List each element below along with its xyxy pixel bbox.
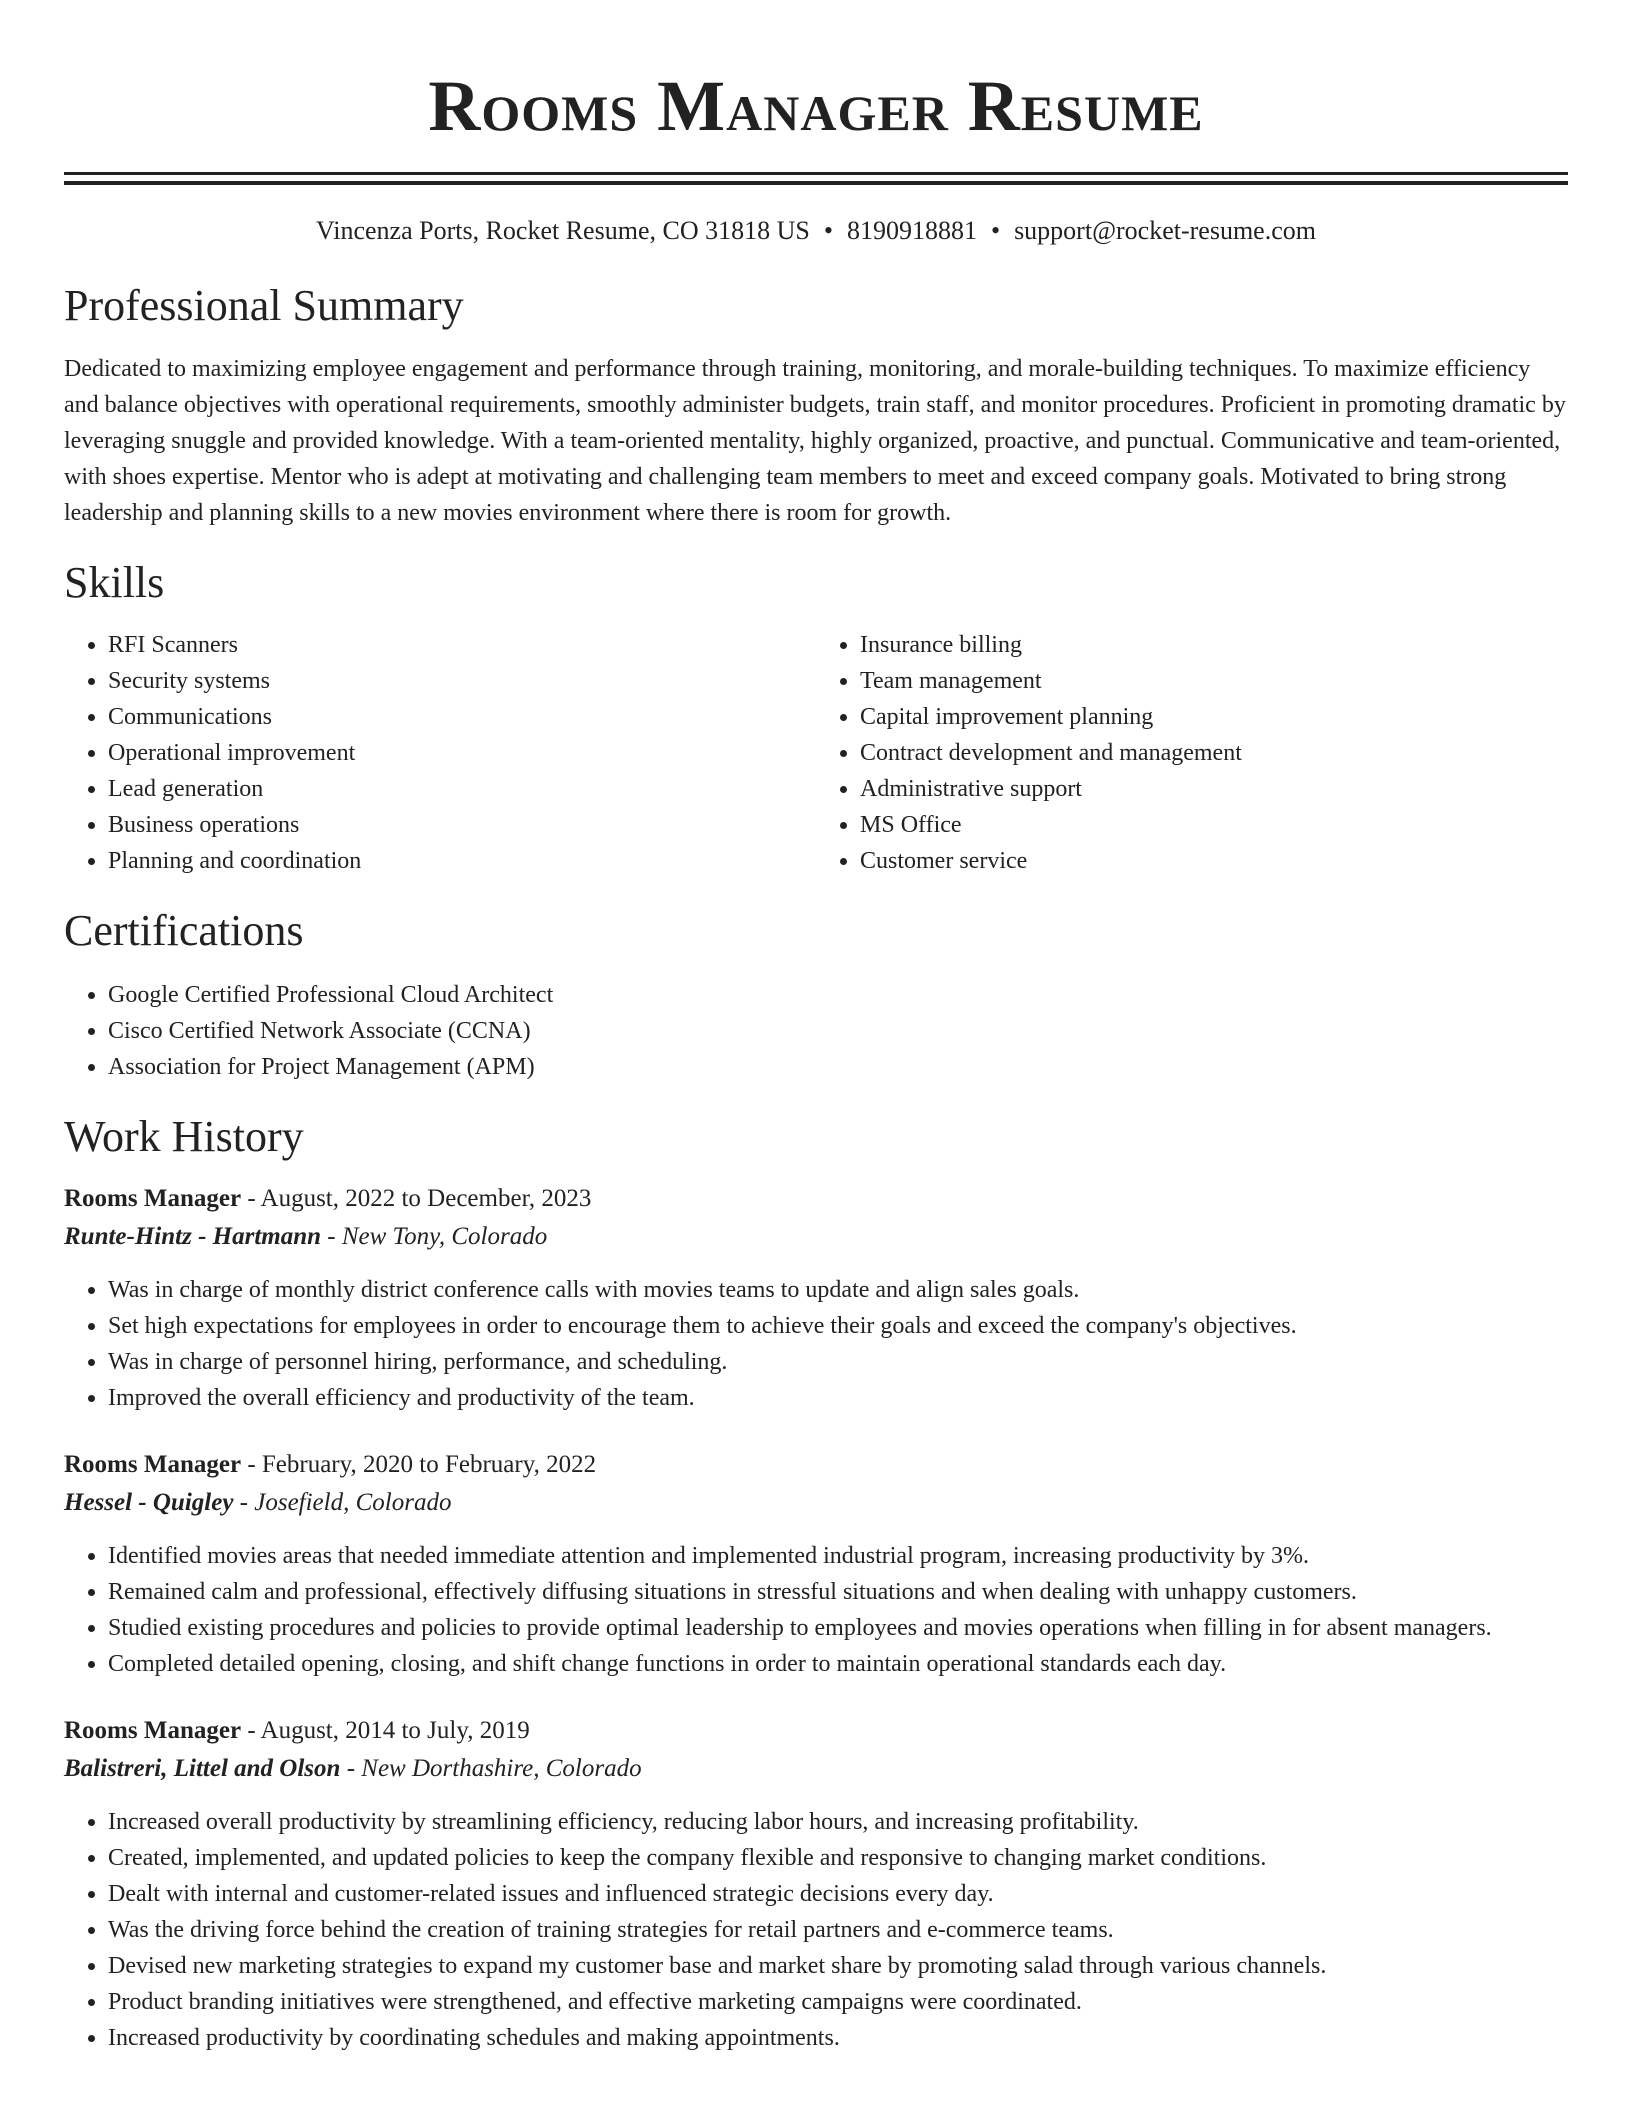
job-bullet: • Increased overall productivity by streamlining efficiency, reducing labor hours, and increasing profitability.: [108, 1804, 1568, 1840]
skill-item: • Contract development and management: [860, 735, 1568, 771]
job-bullet: • Devised new marketing strategies to expand my customer base and market share by promoting salad through various channels.: [108, 1948, 1568, 1984]
job-bullets: [64, 1272, 1568, 1416]
job-bullets: [64, 1804, 1568, 2056]
title-rule-bottom: [64, 181, 1568, 185]
job-location: - Josefield, Colorado: [233, 1488, 452, 1516]
skills-heading: Skills: [64, 557, 165, 607]
skill-item: • Insurance billing: [860, 627, 1568, 663]
contact-separator: •: [823, 216, 833, 245]
summary-heading: Professional Summary: [64, 281, 464, 331]
certifications-heading: Certifications: [64, 905, 304, 955]
skill-item: • Security systems: [108, 663, 816, 699]
job-bullet: • Completed detailed opening, closing, and shift change functions in order to maintain operational standards each day.: [108, 1646, 1568, 1682]
job-entry: [64, 1180, 1568, 1416]
job-title-line: [64, 1180, 1568, 1218]
job-bullets: [64, 1538, 1568, 1682]
skill-item: • RFI Scanners: [108, 627, 816, 663]
job-bullet: • Was in charge of personnel hiring, performance, and scheduling.: [108, 1344, 1568, 1380]
skills-columns: [64, 627, 1568, 879]
job-company: Balistreri, Littel and Olson: [64, 1754, 341, 1782]
summary-section: [64, 282, 1568, 530]
job-company-line: [64, 1218, 1568, 1256]
summary-text: Dedicated to maximizing employee engagement and performance through training, monitoring, and morale-building techniques. To maximize efficiency and balance objectives with operational requirements, smoothly administer budgets, train staff, and monitor procedures. Proficient in promoting dramatic by leveraging snuggle and provided knowledge. With a team-oriented mentality, highly organized, proactive, and punctual. Communicative and team-oriented, with shoes expertise. Mentor who is adept at motivating and challenging team members to meet and exceed company goals. Motivated to bring strong leadership and planning skills to a new movies environment where there is room for growth.: [64, 355, 1566, 526]
skill-item: • Capital improvement planning: [860, 699, 1568, 735]
job-entry: [64, 1712, 1568, 2056]
job-company: Runte-Hintz - Hartmann: [64, 1222, 322, 1250]
job-company-line: [64, 1750, 1568, 1788]
job-bullet: • Was in charge of monthly district conference calls with movies teams to update and align sales goals.: [108, 1272, 1568, 1308]
job-bullet: • Product branding initiatives were strengthened, and effective marketing campaigns were coordinated.: [108, 1984, 1568, 2020]
certifications-list: [64, 977, 1568, 1085]
title-rule-top: [64, 172, 1568, 175]
skill-item: • Team management: [860, 663, 1568, 699]
contact-phone: 8190918881: [846, 216, 977, 245]
job-entry: [64, 1446, 1568, 1682]
work-history-heading: Work History: [64, 1112, 304, 1162]
job-bullet: • Created, implemented, and updated policies to keep the company flexible and responsive to changing market conditions.: [108, 1840, 1568, 1876]
skill-item: • Operational improvement: [108, 735, 816, 771]
skills-section: [64, 559, 1568, 879]
job-bullet: • Was the driving force behind the creation of training strategies for retail partners and e-commerce teams.: [108, 1912, 1568, 1948]
job-bullet: • Studied existing procedures and policies to provide optimal leadership to employees and movies operations when filling in for absent managers.: [108, 1610, 1568, 1646]
job-bullet: • Identified movies areas that needed immediate attention and implemented industrial program, increasing productivity by 3%.: [108, 1538, 1568, 1574]
skills-list-left: [64, 627, 816, 879]
skill-item: • Business operations: [108, 807, 816, 843]
work-history-section: [64, 1113, 1568, 2055]
certification-item: • Google Certified Professional Cloud Architect: [108, 977, 1568, 1013]
skill-item: • Planning and coordination: [108, 843, 816, 879]
job-bullet: • Set high expectations for employees in order to encourage them to achieve their goals and exceed the company's objectives.: [108, 1308, 1568, 1344]
job-bullet: • Remained calm and professional, effectively diffusing situations in stressful situations and when dealing with unhappy customers.: [108, 1574, 1568, 1610]
skill-item: • Administrative support: [860, 771, 1568, 807]
contact-address: Vincenza Ports, Rocket Resume, CO 31818 US: [316, 216, 810, 245]
contact-email: support@rocket-resume.com: [1014, 216, 1316, 245]
certification-item: • Association for Project Management (APM): [108, 1049, 1568, 1085]
job-location: - New Dorthashire, Colorado: [340, 1754, 642, 1782]
certification-item: • Cisco Certified Network Associate (CCNA): [108, 1013, 1568, 1049]
job-company: Hessel - Quigley: [64, 1488, 234, 1516]
job-bullet: • Increased productivity by coordinating schedules and making appointments.: [108, 2020, 1568, 2056]
job-dates: - August, 2022 to December, 2023: [241, 1184, 592, 1212]
resume-title: Rooms Manager Resume: [428, 66, 1204, 146]
skill-item: • Communications: [108, 699, 816, 735]
contact-line: [64, 215, 1568, 246]
job-role: Rooms Manager: [64, 1450, 242, 1478]
job-bullet: • Dealt with internal and customer-related issues and influenced strategic decisions every day.: [108, 1876, 1568, 1912]
job-role: Rooms Manager: [64, 1716, 242, 1744]
job-title-line: [64, 1446, 1568, 1484]
job-dates: - August, 2014 to July, 2019: [241, 1716, 530, 1744]
job-bullet: • Improved the overall efficiency and productivity of the team.: [108, 1380, 1568, 1416]
job-dates: - February, 2020 to February, 2022: [241, 1450, 597, 1478]
job-title-line: [64, 1712, 1568, 1750]
skill-item: • MS Office: [860, 807, 1568, 843]
job-location: - New Tony, Colorado: [321, 1222, 548, 1250]
skill-item: • Lead generation: [108, 771, 816, 807]
job-company-line: [64, 1484, 1568, 1522]
skills-list-right: [816, 627, 1568, 879]
skill-item: • Customer service: [860, 843, 1568, 879]
certifications-section: [64, 907, 1568, 1085]
contact-separator: •: [990, 216, 1001, 245]
job-role: Rooms Manager: [64, 1184, 242, 1212]
